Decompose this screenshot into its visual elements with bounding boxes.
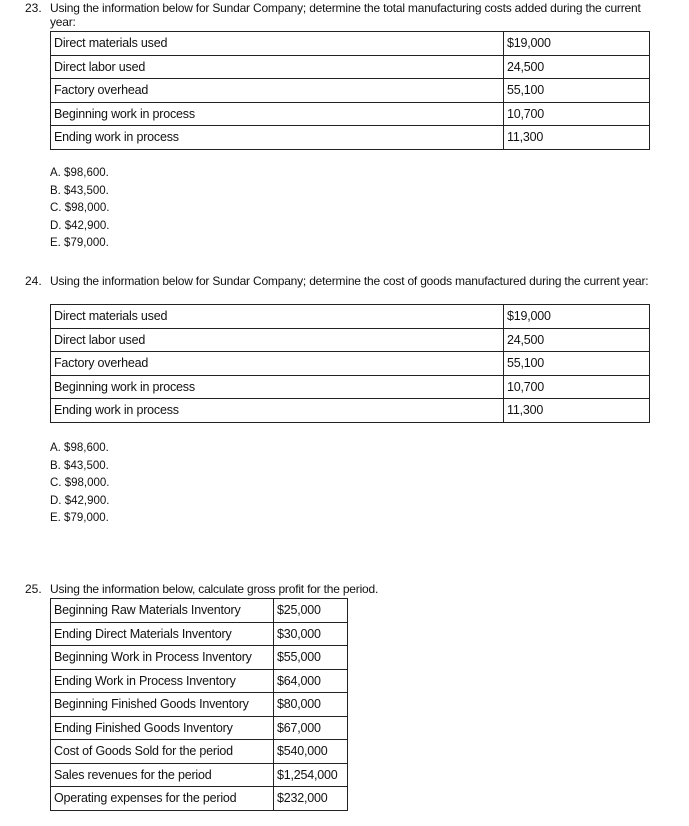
row-label: Operating expenses for the period — [51, 787, 274, 811]
answer-option: E. $79,000. — [50, 237, 109, 250]
answer-option: C. $98,000. — [50, 202, 110, 215]
row-label: Factory overhead — [51, 352, 504, 376]
table-row — [51, 102, 650, 126]
row-value: $25,000 — [274, 599, 348, 623]
answer-option: E. $79,000. — [50, 512, 109, 525]
row-label: Direct labor used — [51, 55, 504, 79]
table-row — [51, 693, 348, 717]
table-row — [51, 399, 650, 423]
table-row — [51, 352, 650, 376]
question-header — [25, 582, 655, 596]
answer-option: A. $98,600. — [50, 442, 109, 454]
row-value: $30,000 — [274, 622, 348, 646]
row-value: $19,000 — [504, 305, 650, 329]
row-label: Ending Direct Materials Inventory — [51, 622, 274, 646]
answer-options — [50, 440, 109, 528]
row-value: $540,000 — [274, 740, 348, 764]
row-value: 24,500 — [504, 328, 650, 352]
table-row — [51, 669, 348, 693]
table-row — [51, 126, 650, 150]
row-value: $1,254,000 — [274, 763, 348, 787]
row-label: Factory overhead — [51, 79, 504, 103]
data-table — [50, 598, 348, 811]
answer-option: B. $43,500. — [50, 459, 109, 472]
row-value: $64,000 — [274, 669, 348, 693]
row-value: 55,100 — [504, 352, 650, 376]
row-label: Cost of Goods Sold for the period — [51, 740, 274, 764]
row-value: $19,000 — [504, 32, 650, 56]
row-value: 10,700 — [504, 102, 650, 126]
table-row — [51, 32, 650, 56]
table-row — [51, 375, 650, 399]
table-row — [51, 599, 348, 623]
row-value: 24,500 — [504, 55, 650, 79]
question-text: Using the information below, calculate gross profit for the period. — [50, 582, 379, 596]
question-text: Using the information below for Sundar Company; determine the total manufacturing costs added during the current year: — [50, 1, 641, 29]
row-label: Beginning Finished Goods Inventory — [51, 693, 274, 717]
question-number: 23. — [25, 1, 42, 15]
row-value: $55,000 — [274, 646, 348, 670]
table-row — [51, 328, 650, 352]
row-label: Direct labor used — [51, 328, 504, 352]
row-label: Beginning work in process — [51, 102, 504, 126]
table-row — [51, 646, 348, 670]
row-label: Ending Finished Goods Inventory — [51, 716, 274, 740]
answer-option: A. $98,600. — [50, 167, 109, 179]
question-text: Using the information below for Sundar Company; determine the cost of goods manufactured during the current year: — [50, 274, 649, 288]
row-label: Beginning Raw Materials Inventory — [51, 599, 274, 623]
data-table — [50, 304, 650, 423]
data-table — [50, 31, 650, 150]
row-label: Ending work in process — [51, 126, 504, 150]
row-label: Direct materials used — [51, 32, 504, 56]
row-value: 11,300 — [504, 399, 650, 423]
table-row — [51, 787, 348, 811]
row-value: $232,000 — [274, 787, 348, 811]
row-value: 10,700 — [504, 375, 650, 399]
answer-option: B. $43,500. — [50, 184, 109, 197]
row-value: 55,100 — [504, 79, 650, 103]
row-label: Sales revenues for the period — [51, 763, 274, 787]
answer-option: C. $98,000. — [50, 477, 110, 490]
row-label: Beginning Work in Process Inventory — [51, 646, 274, 670]
row-value: 11,300 — [504, 126, 650, 150]
answer-options — [50, 165, 109, 253]
question-header — [25, 1, 655, 29]
row-label: Ending work in process — [51, 399, 504, 423]
table-row — [51, 716, 348, 740]
table-row — [51, 79, 650, 103]
question-number: 25. — [25, 582, 42, 596]
row-value: $80,000 — [274, 693, 348, 717]
row-label: Ending Work in Process Inventory — [51, 669, 274, 693]
answer-option: D. $42,900. — [50, 219, 110, 232]
table-row — [51, 305, 650, 329]
question-number: 24. — [25, 274, 42, 288]
answer-option: D. $42,900. — [50, 494, 110, 507]
row-label: Beginning work in process — [51, 375, 504, 399]
question-header — [25, 274, 655, 288]
table-row — [51, 740, 348, 764]
table-row — [51, 55, 650, 79]
table-row — [51, 622, 348, 646]
table-row — [51, 763, 348, 787]
row-value: $67,000 — [274, 716, 348, 740]
row-label: Direct materials used — [51, 305, 504, 329]
